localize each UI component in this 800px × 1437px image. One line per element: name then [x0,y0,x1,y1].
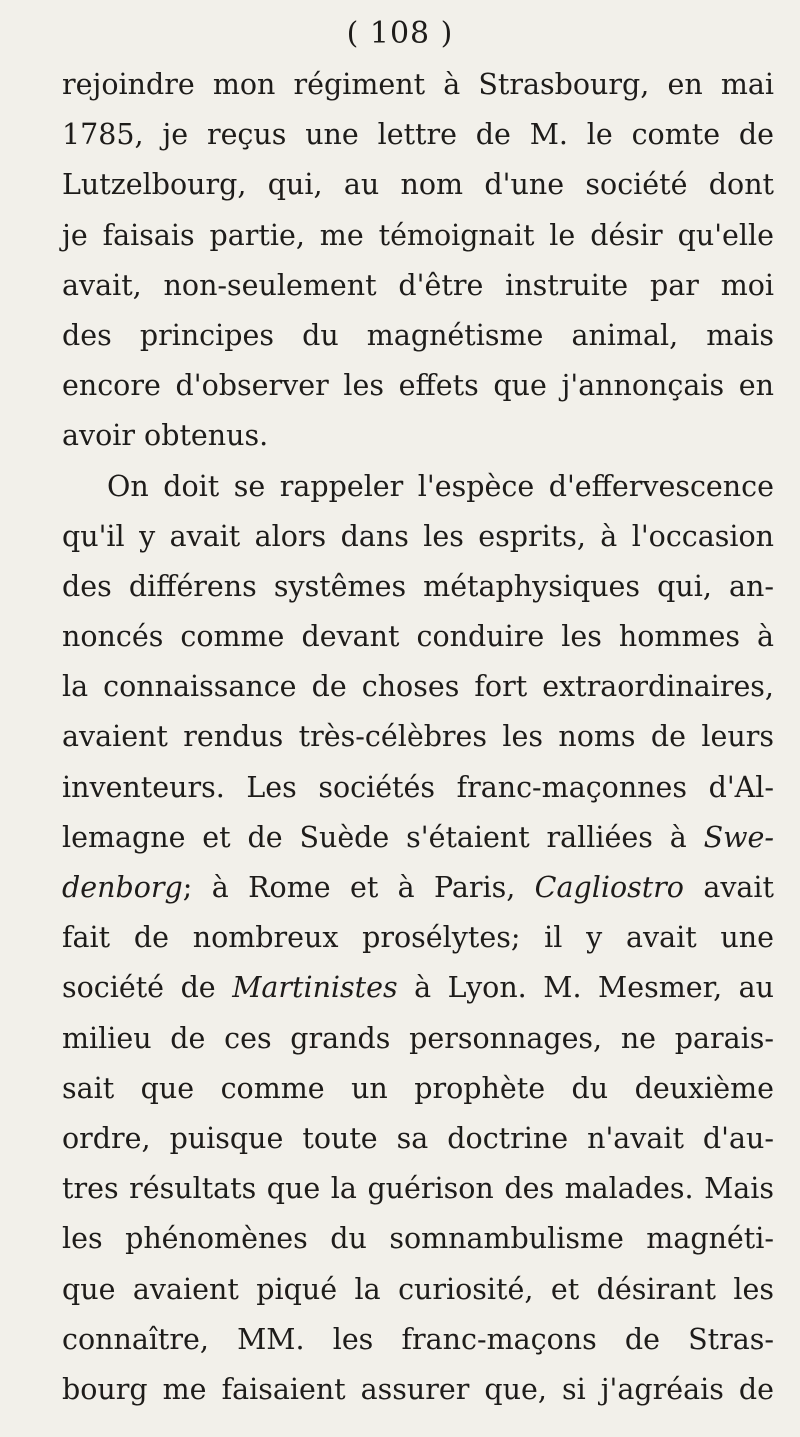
text-line: qu'il y avait alors dans les esprits, à l'occasion [62,519,774,553]
page-number: ( 108 ) [346,16,454,51]
text-line: milieu de ces grands personnages, ne parais- [62,1021,774,1055]
italic-name-swedenborg-part1: Swe- [703,820,774,854]
body-text [62,60,774,1415]
italic-name-cagliostro: Cagliostro [534,871,684,904]
text-segment: société de [62,971,233,1005]
text-line: Lutzelbourg, qui, au nom d'une société dont [62,168,774,202]
text-line: avait, non-seulement d'être instruite par moi [62,268,774,302]
text-line: fait de nombreux prosélytes; il y avait une [62,921,774,955]
text-line-with-italic [62,863,774,913]
text-line: avaient rendus très-célèbres les noms de leurs [62,720,774,754]
text-line: noncés comme devant conduire les hommes à [62,620,774,654]
text-line: sait que comme un prophète du deuxième [62,1071,774,1105]
text-line: 1785, je reçus une lettre de M. le comte de [62,118,774,152]
text-line: que avaient piqué la curiosité, et désirant les [62,1272,774,1306]
text-line: des différens systêmes métaphysiques qui, an- [62,569,774,603]
text-line: rejoindre mon régiment à Strasbourg, en mai [62,68,774,101]
italic-name-swedenborg-part2: denborg [62,871,183,904]
text-line: connaître, MM. les franc-maçons de Stras- [62,1322,774,1356]
text-segment: lemagne et de Suède s'étaient ralliées à [62,820,704,854]
text-line: la connaissance de choses fort extraordinaires, [62,670,774,704]
text-line: des principes du magnétisme animal, mais [62,318,774,352]
italic-name-martinistes: Martinistes [232,971,398,1005]
text-line: je faisais partie, me témoignait le désir qu'elle [62,218,774,252]
text-segment: ; à Rome et à Paris, [182,871,535,904]
text-line-with-italic [62,963,774,1013]
text-segment: à Lyon. M. Mesmer, au [397,971,775,1005]
text-line-with-italic [62,813,774,863]
text-segment: avait [683,871,774,904]
text-line: bourg me faisaient assurer que, si j'agréais de [62,1372,774,1406]
paragraph-start-line: On doit se rappeler l'espèce d'effervescence [107,469,774,503]
text-line: inventeurs. Les sociétés franc-maçonnes d'Al- [62,770,774,804]
text-line: les phénomènes du somnambulisme magnéti- [62,1222,774,1256]
text-line: encore d'observer les effets que j'annonçais en [62,369,774,403]
text-line: tres résultats que la guérison des malades. Mais [62,1172,774,1206]
text-line: avoir obtenus. [62,419,269,453]
text-line: ordre, puisque toute sa doctrine n'avait d'au- [62,1121,774,1155]
